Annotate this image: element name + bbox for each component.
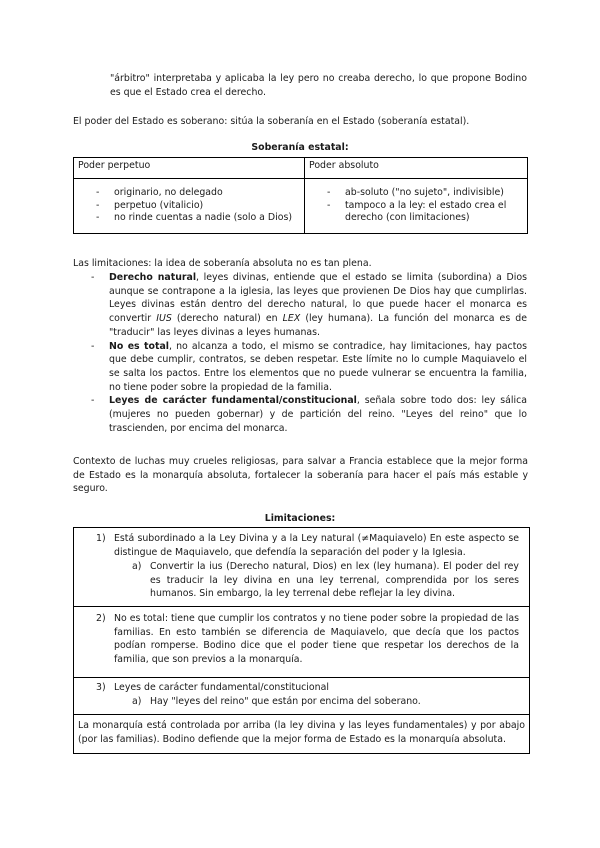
item-number: 3) bbox=[96, 682, 106, 693]
list-item: - no rinde cuentas a nadie (solo a Dios) bbox=[96, 212, 300, 225]
sub-item-text: Hay "leyes del reino" que están por encima del soberano. bbox=[150, 696, 421, 707]
table-header-absoluto: Poder absoluto bbox=[305, 158, 528, 179]
intro-soberano-paragraph: El poder del Estado es soberano: sitúa la soberanía en el Estado (soberanía estatal). bbox=[73, 116, 470, 127]
sub-item-letter: a) bbox=[132, 696, 142, 707]
item-text: , señala sobre todo dos: ley sálica (mujeres no pueden gobernar) y de partición del reino. "Leyes del reino" que lo trascienden, por encima del monarca. bbox=[109, 395, 527, 434]
limitaciones-list bbox=[91, 271, 527, 435]
soberania-table bbox=[73, 157, 528, 234]
item-text: , no alcanza a todo, el mismo se contradice, hay limitaciones, hay pactos que debe cumplir, contratos, se deben respetar. Este límite no lo cumple Maquiavelo el se salta los pactos. Entre los elementos que no puede vulnerar se encuentra la familia, no tiene poder sobre la propiedad de la familia. bbox=[109, 340, 527, 393]
absoluto-list bbox=[327, 187, 519, 225]
limitaciones-box-title: Limitaciones: bbox=[264, 513, 336, 524]
item-number: 1) bbox=[96, 533, 106, 544]
list-item-no-es-total bbox=[91, 340, 527, 395]
item-italic: LEX bbox=[282, 313, 301, 325]
table-cell-perpetuo bbox=[74, 179, 305, 234]
item-text: , leyes divinas, entiende que el estado se limita (subordina) a Dios aunque se contrapone a la iglesia, las leyes que provienen De Dios hay que cumplirlas. Leyes divinas están dentro del derecho natural, lo que puede hacer el monarca es convertir bbox=[109, 272, 527, 325]
sub-item-text: Convertir la ius (Derecho natural, Dios) en lex (ley humana). El poder del rey es traducir la ley divina en una ley terrenal, comprendida por los seres humanos. Sin embargo, la ley terrenal debe reflejar la ley divina. bbox=[150, 561, 519, 599]
item-bold: Leyes de carácter fundamental/constitucional bbox=[109, 395, 357, 407]
list-item: - ab-soluto ("no sujeto", indivisible) bbox=[327, 187, 519, 200]
list-item-leyes-fundamentales bbox=[91, 394, 527, 435]
table-cell-absoluto bbox=[305, 179, 528, 234]
item-italic: IUS bbox=[156, 313, 172, 325]
item-bold: Derecho natural bbox=[109, 272, 197, 283]
item-text: Está subordinado a la Ley Divina y a la Ley natural (≠Maquiavelo) En este aspecto se distingue de Maquiavelo, que defendía la separación del poder y la Iglesia. bbox=[114, 533, 519, 558]
list-item: - tampoco a la ley: el estado crea el derecho (con limitaciones) bbox=[327, 200, 519, 225]
item-text: (ley humana). La función del monarca es de "traducir" las leyes divinas a leyes humanas. bbox=[109, 313, 528, 338]
item-bold: No es total bbox=[109, 340, 169, 352]
item-text: No es total: tiene que cumplir los contratos y no tiene poder sobre la propiedad de las familias. En esto también se diferencia de Maquiavelo, que decía que los pactos podían romperse. Bodino dice que el poder tiene que respetar los derechos de la familia, que son previos a la monarquía. bbox=[114, 613, 519, 665]
limitaciones-intro: Las limitaciones: la idea de soberanía absoluta no es tan plena. bbox=[73, 258, 372, 269]
list-item: - originario, no delegado bbox=[96, 187, 300, 200]
sub-item-letter: a) bbox=[132, 561, 142, 572]
item-number: 2) bbox=[96, 613, 106, 624]
limitaciones-box-item-1 bbox=[73, 527, 530, 607]
item-text: Leyes de carácter fundamental/constitucional bbox=[114, 682, 329, 693]
list-item: - perpetuo (vitalicio) bbox=[96, 200, 300, 213]
conclusion-text: La monarquía está controlada por arriba (la ley divina y las leyes fundamentales) y por abajo (por las familias). Bodino defiende que la mejor forma de Estado es la monarquía absoluta. bbox=[78, 720, 525, 745]
limitaciones-box-item-2 bbox=[73, 606, 530, 678]
table-header-perpetuo: Poder perpetuo bbox=[74, 158, 305, 179]
soberania-table-title: Soberanía estatal: bbox=[251, 142, 349, 153]
limitaciones-box-item-3 bbox=[73, 678, 530, 715]
list-item-derecho-natural bbox=[91, 271, 527, 340]
limitaciones-box-conclusion bbox=[73, 715, 530, 754]
contexto-paragraph: Contexto de luchas muy crueles religiosas, para salvar a Francia establece que la mejor forma de Estado es la monarquía absoluta, fortalecer la soberanía para hacer el país más estable y seguro. bbox=[73, 456, 528, 494]
intro-arbitro-paragraph: "árbitro" interpretaba y aplicaba la ley pero no creaba derecho, lo que propone Bodino es que el Estado crea el derecho. bbox=[110, 73, 527, 98]
perpetuo-list bbox=[96, 187, 300, 225]
item-text: (derecho natural) en bbox=[171, 313, 283, 325]
